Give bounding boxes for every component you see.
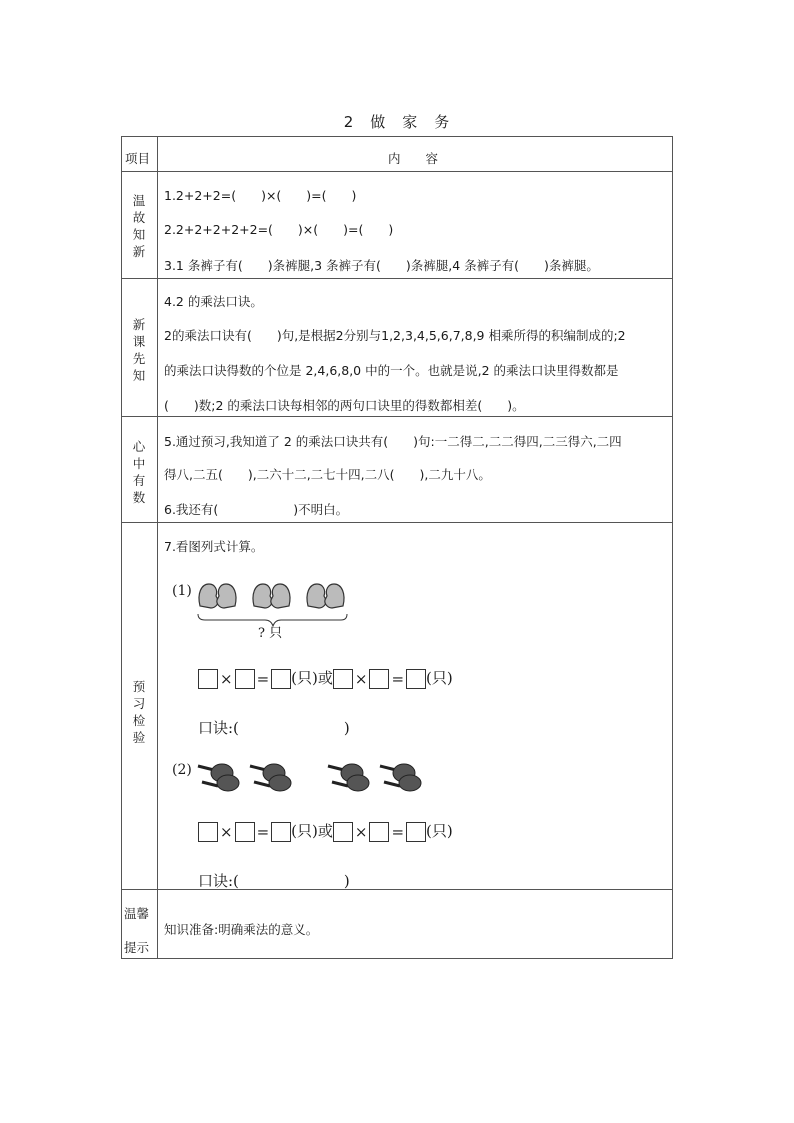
section-label-review: 温故知新	[132, 193, 146, 259]
answer-box[interactable]	[271, 669, 291, 689]
section-label-tip-2: 提示	[124, 940, 150, 955]
answer-box[interactable]	[333, 669, 353, 689]
paddle-pair-icon	[250, 764, 291, 791]
answer-box[interactable]	[333, 822, 353, 842]
row-divider	[121, 522, 673, 523]
section-label-new: 新课先知	[132, 317, 146, 383]
answer-box[interactable]	[406, 669, 426, 689]
equation-row-2: × = (只)或 × = (只)	[198, 820, 453, 842]
check-question-7: 7.看图列式计算。	[164, 539, 264, 554]
paddle-pair-icon	[380, 764, 421, 791]
paddles-picture	[196, 758, 426, 794]
page-title: 2 做 家 务	[343, 113, 451, 131]
new-question-4: 4.2 的乘法口诀。	[164, 294, 263, 309]
answer-box[interactable]	[235, 669, 255, 689]
answer-box[interactable]	[198, 669, 218, 689]
rhyme-line-1: 口诀:( )	[198, 719, 350, 737]
mind-text-line-1: 5.通过预习,我知道了 2 的乘法口诀共有( )句:一二得二,二二得四,二三得六,二四	[164, 434, 622, 449]
mind-text-line-3: 6.我还有( )不明白。	[164, 502, 349, 517]
equation-row-1: × = (只)或 × = (只)	[198, 667, 453, 689]
answer-box[interactable]	[271, 822, 291, 842]
section-label-mind: 心中有数	[132, 439, 146, 505]
review-question-3: 3.1 条裤子有( )条裤腿,3 条裤子有( )条裤腿,4 条裤子有( )条裤腿。	[164, 258, 599, 273]
header-item: 项目	[125, 151, 151, 166]
mind-text-line-2: 得八,二五( ),二六十二,二七十四,二八( ),二九十八。	[164, 467, 491, 482]
new-text-line-3: ( )数;2 的乘法口诀每相邻的两句口诀里的得数都相差( )。	[164, 398, 525, 413]
row-divider	[121, 416, 673, 417]
row-divider	[121, 278, 673, 279]
brace-label: ? 只	[258, 626, 283, 641]
answer-box[interactable]	[406, 822, 426, 842]
answer-box[interactable]	[235, 822, 255, 842]
answer-box[interactable]	[198, 822, 218, 842]
new-text-line-1: 2的乘法口诀有( )句,是根据2分别与1,2,3,4,5,6,7,8,9 相乘所得的积编制成的;2	[164, 328, 626, 343]
rhyme-line-2: 口诀:( )	[198, 872, 350, 890]
glove-pair-icon	[253, 584, 290, 608]
paddle-pair-icon	[328, 764, 369, 791]
part-1-marker: (1)	[172, 583, 192, 599]
paddle-pair-icon	[198, 764, 239, 791]
header-content: 内 容	[388, 151, 439, 166]
section-label-tip-1: 温馨	[124, 906, 150, 921]
review-question-2: 2.2+2+2+2+2=( )×( )=( )	[164, 222, 394, 237]
column-divider	[157, 136, 158, 959]
part-2-marker: (2)	[172, 762, 192, 778]
answer-box[interactable]	[369, 669, 389, 689]
review-question-1: 1.2+2+2=( )×( )=( )	[164, 188, 357, 203]
new-text-line-2: 的乘法口诀得数的个位是 2,4,6,8,0 中的一个。也就是说,2 的乘法口诀里得数都是	[164, 363, 619, 378]
row-divider	[121, 171, 673, 172]
glove-pair-icon	[307, 584, 344, 608]
section-label-check: 预习检验	[132, 679, 146, 745]
glove-pair-icon	[199, 584, 236, 608]
answer-box[interactable]	[369, 822, 389, 842]
tip-text: 知识准备:明确乘法的意义。	[164, 922, 319, 937]
